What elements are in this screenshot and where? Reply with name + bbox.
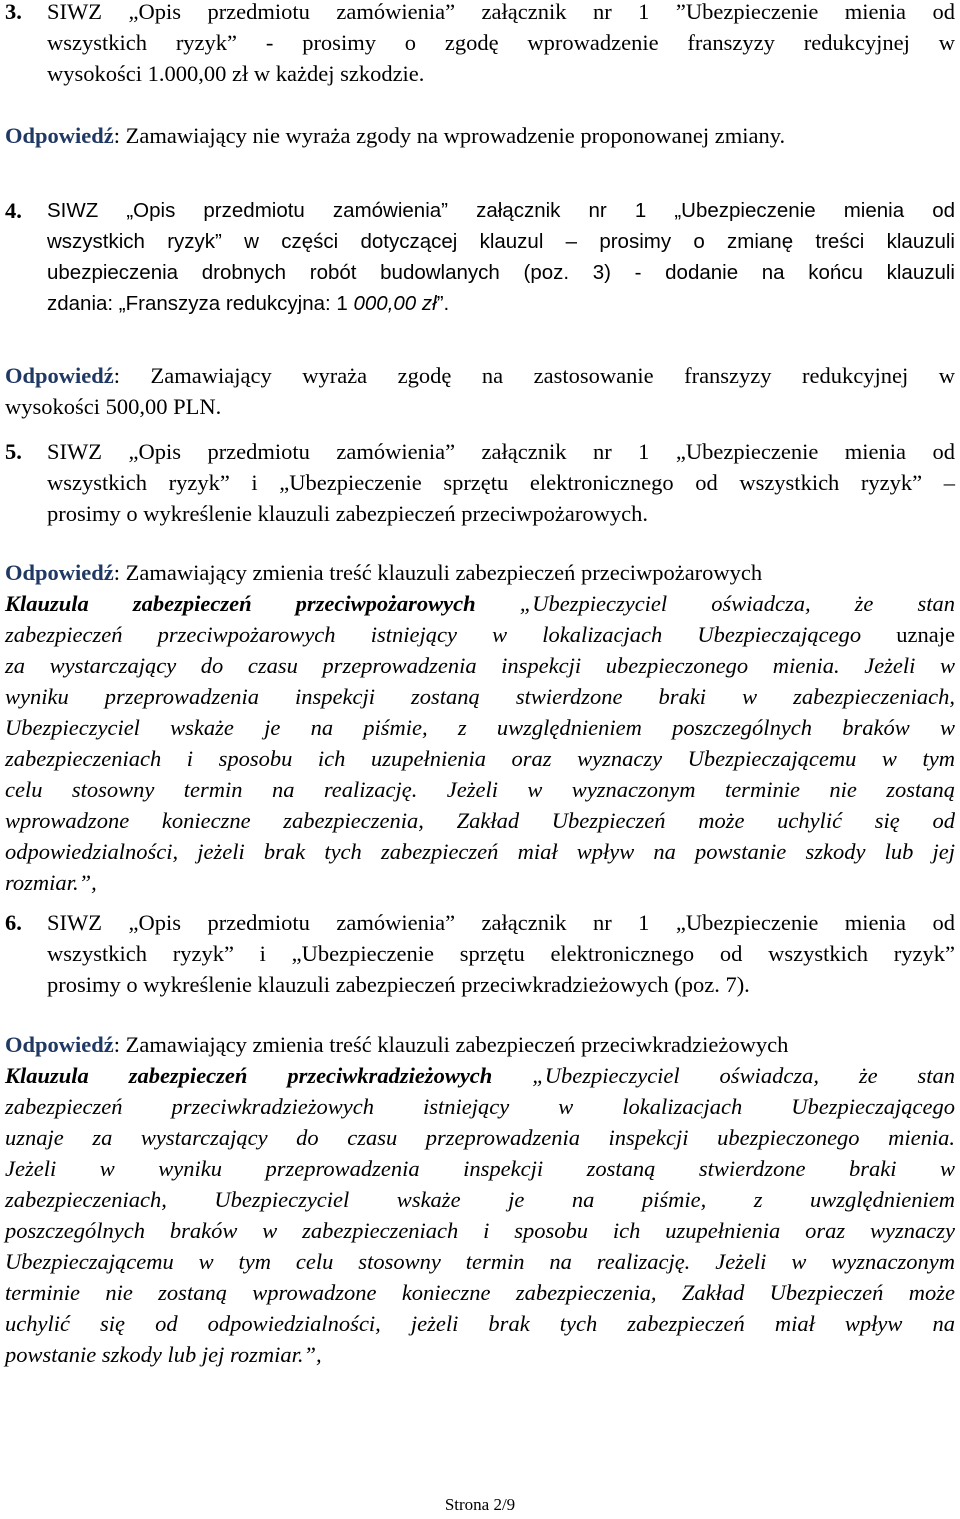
q4-line-4 — [47, 288, 955, 319]
q6-clause-line-3: uznaje za wystarczający do czasu przeprowadzenia inspekcji ubezpieczonego mienia. — [5, 1125, 955, 1150]
q5-answer — [5, 557, 955, 588]
q5-clause-line-8: wprowadzone konieczne zabezpieczenia, Zakład Ubezpieczeń może uchylić się od — [5, 808, 955, 833]
answer-label: Odpowiedź — [5, 1032, 114, 1057]
q6-clause-line-9: uchylić się od odpowiedzialności, jeżeli brak tych zabezpieczeń miał wpływ na — [5, 1311, 955, 1336]
q6-clause-line-6: poszczególnych braków w zabezpieczeniach i sposobu ich uzupełnienia oraz wyznaczy — [5, 1218, 955, 1243]
q5-clause-text: „Ubezpieczyciel oświadcza, że stan — [519, 591, 955, 616]
q5-clause-line-4: wyniku przeprowadzenia inspekcji zostaną stwierdzone braki w zabezpieczeniach, — [5, 684, 955, 709]
answer-label: Odpowiedź — [5, 560, 114, 585]
q3-line-1: SIWZ „Opis przedmiotu zamówienia” załącznik nr 1 ”Ubezpieczenie mienia od — [47, 0, 955, 24]
q6-clause-line-5: zabezpieczeniach, Ubezpieczyciel wskaże je na piśmie, z uwzględnieniem — [5, 1187, 955, 1212]
q5-clause-line-3 — [5, 650, 955, 681]
q6-clause-line-7: Ubezpieczającemu w tym celu stosowny termin na realizację. Jeżeli w wyznaczonym — [5, 1249, 955, 1274]
q6-line-1: SIWZ „Opis przedmiotu zamówienia” załącznik nr 1 „Ubezpieczenie mienia od — [47, 910, 955, 935]
q4-line-4-text: zdania: „Franszyza redukcyjna: 1 — [47, 292, 354, 315]
q6-line-3: prosimy o wykreślenie klauzuli zabezpieczeń przeciwkradzieżowych (poz. 7). — [47, 972, 750, 997]
q6-clause-line-2: zabezpieczeń przeciwkradzieżowych istniejący w lokalizacjach Ubezpieczającego — [5, 1094, 955, 1119]
q5-clause-text: za wystarczający do czasu przeprowadzenia inspekcji ubezpieczonego mienia. — [5, 653, 865, 678]
item-number-5: 5. — [5, 439, 22, 464]
q5-clause-text: Jeżeli w — [864, 653, 956, 678]
q6-clause-title: Klauzula zabezpieczeń przeciwkradzieżowych — [5, 1063, 493, 1088]
answer-label: Odpowiedź — [5, 363, 114, 388]
q5-clause-line-5: Ubezpieczyciel wskaże je na piśmie, z uwzględnieniem poszczególnych braków w — [5, 715, 955, 740]
q4-line-4-amount: 000,00 zł — [353, 292, 437, 315]
q5-clause-text: zabezpieczeń przeciwpożarowych istniejący w lokalizacjach Ubezpieczającego — [5, 622, 862, 647]
q3-line-2: wszystkich ryzyk” - prosimy o zgodę wprowadzenie franszyzy redukcyjnej w — [47, 30, 955, 55]
q4-answer-text: : Zamawiający wyraża zgodę na zastosowanie franszyzy redukcyjnej w — [113, 363, 955, 388]
q6-clause-line-8: terminie nie zostaną wprowadzone konieczne zabezpieczenia, Zakład Ubezpieczeń może — [5, 1280, 955, 1305]
item-number-3: 3. — [5, 0, 22, 24]
q5-line-2: wszystkich ryzyk” i „Ubezpieczenie sprzętu elektronicznego od wszystkich ryzyk” – — [47, 470, 955, 495]
q4-answer-line-2: wysokości 500,00 PLN. — [5, 394, 222, 419]
q5-clause-line-2 — [5, 619, 955, 650]
q4-answer-line-1 — [5, 360, 955, 391]
q4-line-4-end: ”. — [436, 292, 450, 315]
q6-answer — [5, 1029, 955, 1060]
q5-clause-line-1 — [5, 588, 955, 619]
q5-clause-line-10: rozmiar.”, — [5, 870, 97, 895]
q3-answer-text: : Zamawiający nie wyraża zgody na wprowadzenie proponowanej zmiany. — [113, 123, 786, 148]
q5-clause-text: uznaje — [861, 622, 955, 647]
q6-line-2: wszystkich ryzyk” i „Ubezpieczenie sprzętu elektronicznego od wszystkich ryzyk” — [47, 941, 955, 966]
q4-line-3: ubezpieczenia drobnych robót budowlanych (poz. 3) - dodanie na końcu klauzuli — [47, 261, 955, 284]
q6-clause-line-4: Jeżeli w wyniku przeprowadzenia inspekcji zostaną stwierdzone braki w — [5, 1156, 955, 1181]
q3-line-3: wysokości 1.000,00 zł w każdej szkodzie. — [47, 61, 425, 86]
q3-answer — [5, 120, 955, 151]
q6-answer-text: : Zamawiający zmienia treść klauzuli zabezpieczeń przeciwkradzieżowych — [113, 1032, 789, 1057]
q5-clause-title: Klauzula zabezpieczeń przeciwpożarowych — [5, 591, 476, 616]
q5-clause-line-9: odpowiedzialności, jeżeli brak tych zabezpieczeń miał wpływ na powstanie szkody lub jej — [5, 839, 955, 864]
item-number-4: 4. — [5, 198, 22, 223]
q4-line-2: wszystkich ryzyk” w części dotyczącej klauzul – prosimy o zmianę treści klauzuli — [47, 230, 955, 253]
answer-label: Odpowiedź — [5, 123, 114, 148]
q4-line-1: SIWZ „Opis przedmiotu zamówienia” załącznik nr 1 „Ubezpieczenie mienia od — [47, 199, 955, 222]
q6-clause-text: „Ubezpieczyciel oświadcza, że stan — [532, 1063, 955, 1088]
item-number-6: 6. — [5, 910, 22, 935]
q5-clause-line-7: celu stosowny termin na realizację. Jeżeli w wyznaczonym terminie nie zostaną — [5, 777, 955, 802]
q5-line-1: SIWZ „Opis przedmiotu zamówienia” załącznik nr 1 „Ubezpieczenie mienia od — [47, 439, 955, 464]
q5-clause-line-6: zabezpieczeniach i sposobu ich uzupełnienia oraz wyznaczy Ubezpieczającemu w tym — [5, 746, 955, 771]
q6-clause-line-10: powstanie szkody lub jej rozmiar.”, — [5, 1342, 322, 1367]
q5-line-3: prosimy o wykreślenie klauzuli zabezpieczeń przeciwpożarowych. — [47, 501, 648, 526]
q5-answer-text: : Zamawiający zmienia treść klauzuli zabezpieczeń przeciwpożarowych — [113, 560, 763, 585]
q6-clause-line-1 — [5, 1060, 955, 1091]
page-number: Strona 2/9 — [444, 1495, 516, 1514]
